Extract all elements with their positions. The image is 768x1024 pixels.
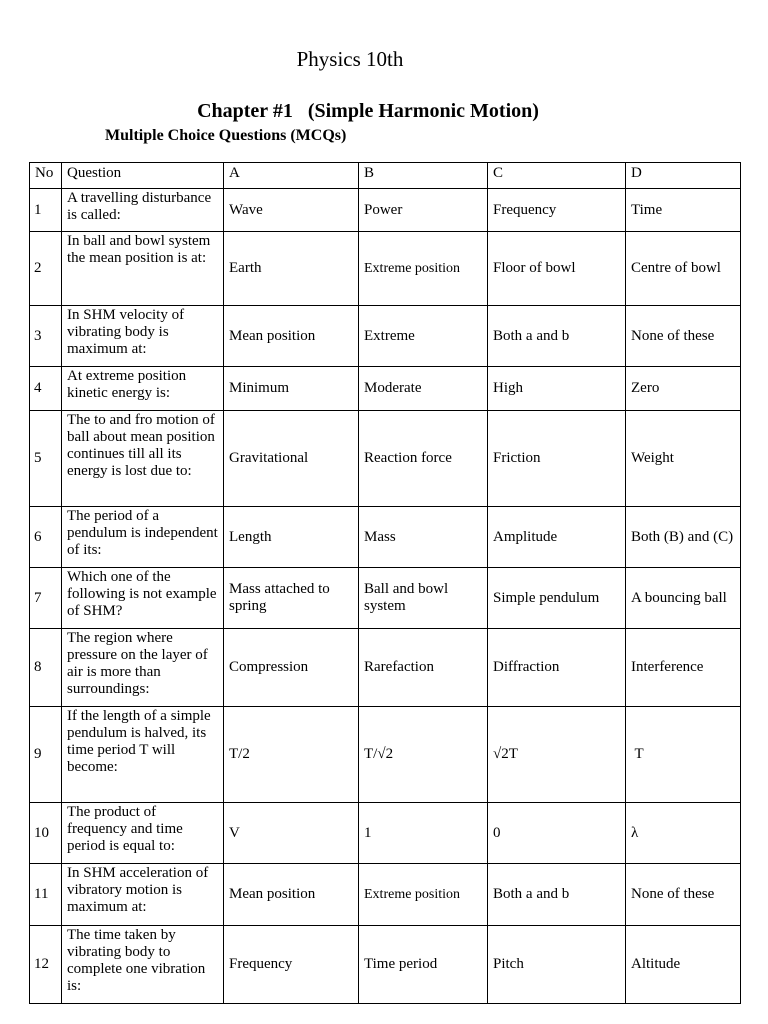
option-b: Time period [359, 926, 488, 1004]
option-c: Diffraction [488, 629, 626, 707]
table-header-row [30, 163, 741, 189]
table-row [30, 803, 741, 864]
question-text: The to and fro motion of ball about mean position continues till all its energy is lost due to: [62, 411, 224, 507]
option-b: Rarefaction [359, 629, 488, 707]
option-a: Length [224, 507, 359, 568]
table-row [30, 507, 741, 568]
option-c: Amplitude [488, 507, 626, 568]
option-b: Extreme position [359, 232, 488, 306]
option-c: Floor of bowl [488, 232, 626, 306]
table-row [30, 926, 741, 1004]
option-a: Mass attached to spring [224, 568, 359, 629]
table-row [30, 864, 741, 926]
question-number: 7 [30, 568, 62, 629]
question-text: In SHM acceleration of vibratory motion is maximum at: [62, 864, 224, 926]
option-b: Moderate [359, 367, 488, 411]
option-a: T/2 [224, 707, 359, 803]
question-text: Which one of the following is not example of SHM? [62, 568, 224, 629]
header-option-b: B [359, 163, 488, 189]
option-b: Reaction force [359, 411, 488, 507]
question-number: 2 [30, 232, 62, 306]
option-a: V [224, 803, 359, 864]
option-a: Minimum [224, 367, 359, 411]
document-title: Physics 10th [296, 47, 404, 71]
option-b: 1 [359, 803, 488, 864]
question-number: 9 [30, 707, 62, 803]
table-row [30, 306, 741, 367]
option-c: Both a and b [488, 864, 626, 926]
option-a: Frequency [224, 926, 359, 1004]
question-number: 5 [30, 411, 62, 507]
option-d: Interference [626, 629, 741, 707]
table-row [30, 707, 741, 803]
option-c: Both a and b [488, 306, 626, 367]
option-c: √2T [488, 707, 626, 803]
option-c: Friction [488, 411, 626, 507]
question-number: 6 [30, 507, 62, 568]
option-d: Weight [626, 411, 741, 507]
option-b: T/√2 [359, 707, 488, 803]
chapter-title: Chapter #1 (Simple Harmonic Motion) [197, 100, 539, 122]
table-row [30, 189, 741, 232]
question-number: 10 [30, 803, 62, 864]
header-question: Question [62, 163, 224, 189]
option-d: None of these [626, 864, 741, 926]
option-a: Mean position [224, 306, 359, 367]
option-c: Simple pendulum [488, 568, 626, 629]
table-row [30, 411, 741, 507]
header-no: No [30, 163, 62, 189]
question-text: The region where pressure on the layer of air is more than surroundings: [62, 629, 224, 707]
mcq-table [29, 162, 741, 1004]
question-text: A travelling disturbance is called: [62, 189, 224, 232]
question-number: 3 [30, 306, 62, 367]
option-b: Extreme position [359, 864, 488, 926]
option-a: Compression [224, 629, 359, 707]
option-d: A bouncing ball [626, 568, 741, 629]
option-b: Mass [359, 507, 488, 568]
question-number: 4 [30, 367, 62, 411]
option-d: λ [626, 803, 741, 864]
question-text: If the length of a simple pendulum is halved, its time period T will become: [62, 707, 224, 803]
option-a: Wave [224, 189, 359, 232]
table-row [30, 232, 741, 306]
option-c: Frequency [488, 189, 626, 232]
option-a: Mean position [224, 864, 359, 926]
header-option-d: D [626, 163, 741, 189]
question-number: 11 [30, 864, 62, 926]
question-text: The time taken by vibrating body to complete one vibration is: [62, 926, 224, 1004]
question-number: 12 [30, 926, 62, 1004]
option-d: Zero [626, 367, 741, 411]
option-d: Both (B) and (C) [626, 507, 741, 568]
option-a: Gravitational [224, 411, 359, 507]
table-row [30, 629, 741, 707]
option-a: Earth [224, 232, 359, 306]
question-text: The period of a pendulum is independent of its: [62, 507, 224, 568]
question-text: In ball and bowl system the mean position is at: [62, 232, 224, 306]
table-row [30, 568, 741, 629]
option-d: None of these [626, 306, 741, 367]
option-c: 0 [488, 803, 626, 864]
question-number: 8 [30, 629, 62, 707]
section-subtitle: Multiple Choice Questions (MCQs) [105, 127, 347, 144]
option-b: Power [359, 189, 488, 232]
question-text: The product of frequency and time period is equal to: [62, 803, 224, 864]
header-option-c: C [488, 163, 626, 189]
option-c: High [488, 367, 626, 411]
header-option-a: A [224, 163, 359, 189]
option-b: Extreme [359, 306, 488, 367]
option-b: Ball and bowl system [359, 568, 488, 629]
option-d: Altitude [626, 926, 741, 1004]
option-d: Centre of bowl [626, 232, 741, 306]
question-text: In SHM velocity of vibrating body is maximum at: [62, 306, 224, 367]
option-d: Time [626, 189, 741, 232]
option-c: Pitch [488, 926, 626, 1004]
question-text: At extreme position kinetic energy is: [62, 367, 224, 411]
option-d: T [626, 707, 741, 803]
table-row [30, 367, 741, 411]
question-number: 1 [30, 189, 62, 232]
